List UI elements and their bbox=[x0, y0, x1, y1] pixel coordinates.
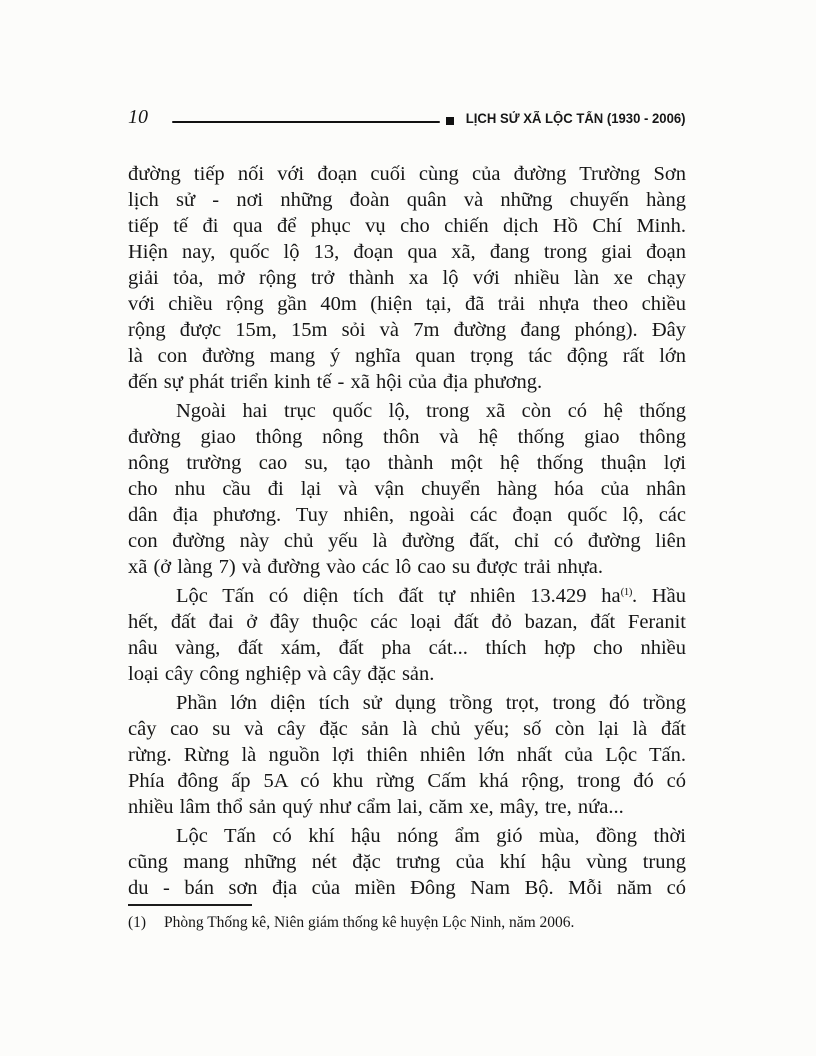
text-line: xã (ở làng 7) và đường vào các lô cao su được trải nhựa. bbox=[128, 556, 604, 578]
text-line: cây cao su và cây đặc sản là chủ yếu; số còn lại là đất bbox=[128, 718, 686, 740]
text-line: con đường này chủ yếu là đường đất, chỉ có đường liên bbox=[128, 530, 686, 552]
text-line: với chiều rộng gần 40m (hiện tại, đã trải nhựa theo chiều bbox=[128, 293, 686, 315]
text-line: tiếp tế đi qua để phục vụ cho chiến dịch Hồ Chí Minh. bbox=[128, 215, 686, 237]
text-line: giải tỏa, mở rộng trở thành xa lộ với nhiều làn xe chạy bbox=[128, 267, 686, 289]
text-line: đến sự phát triển kinh tế - xã hội của địa phương. bbox=[128, 371, 543, 393]
text-line: hết, đất đai ở đây thuộc các loại đất đỏ bazan, đất Feranit bbox=[128, 611, 686, 633]
header-rule bbox=[172, 121, 440, 124]
text-line: Hiện nay, quốc lộ 13, đoạn qua xã, đang trong giai đoạn bbox=[128, 241, 686, 263]
body-text bbox=[128, 161, 686, 904]
footnote-ref: (1) bbox=[620, 586, 632, 598]
text-line: Phía đông ấp 5A có khu rừng Cấm khá rộng, trong đó có bbox=[128, 770, 686, 792]
footnote bbox=[128, 913, 686, 933]
text-line: loại cây công nghiệp và cây đặc sản. bbox=[128, 663, 435, 685]
text-line: đường tiếp nối với đoạn cuối cùng của đường Trường Sơn bbox=[128, 163, 686, 185]
text-line: rộng được 15m, 15m sỏi và 7m đường đang phóng). Đây bbox=[128, 319, 686, 341]
text-line: cho nhu cầu đi lại và vận chuyển hàng hóa của nhân bbox=[128, 478, 686, 500]
text-line: nâu vàng, đất xám, đất pha cát... thích hợp cho nhiều bbox=[128, 637, 686, 659]
running-header-title: LỊCH SỬ XÃ LỘC TẤN (1930 - 2006) bbox=[466, 111, 686, 126]
text-line: rừng. Rừng là nguồn lợi thiên nhiên lớn nhất của Lộc Tấn. bbox=[128, 744, 686, 766]
footnote-area bbox=[128, 904, 686, 933]
text-line: đường giao thông nông thôn và hệ thống giao thông bbox=[128, 426, 686, 448]
text-line: Phần lớn diện tích sử dụng trồng trọt, trong đó trồng bbox=[176, 692, 686, 714]
paragraph bbox=[128, 161, 686, 395]
footnote-separator bbox=[128, 904, 252, 906]
text-line: dân địa phương. Tuy nhiên, ngoài các đoạn quốc lộ, các bbox=[128, 504, 686, 526]
paragraph bbox=[128, 823, 686, 901]
text-line: nhiều lâm thổ sản quý như cẩm lai, căm xe, mây, tre, nứa... bbox=[128, 796, 624, 818]
text-line: lịch sử - nơi những đoàn quân và những chuyến hàng bbox=[128, 189, 686, 211]
text-line: Ngoài hai trục quốc lộ, trong xã còn có hệ thống bbox=[176, 400, 686, 422]
text-line: Lộc Tấn có diện tích đất tự nhiên 13.429 $ha^{(1)}$. Hầu bbox=[176, 585, 686, 607]
paragraph bbox=[128, 690, 686, 820]
footnote-text: Phòng Thống kê, Niên giám thống kê huyện Lộc Ninh, năm 2006. bbox=[164, 914, 575, 931]
text-line: Lộc Tấn có khí hậu nóng ẩm gió mùa, đồng thời bbox=[176, 825, 686, 847]
text-line: là con đường mang ý nghĩa quan trọng tác động rất lớn bbox=[128, 345, 686, 367]
text-line: nông trường cao su, tạo thành một hệ thống thuận lợi bbox=[128, 452, 686, 474]
paragraph bbox=[128, 583, 686, 687]
text-line: du - bán sơn địa của miền Đông Nam Bộ. Mỗi năm có bbox=[128, 877, 686, 899]
square-bullet-icon bbox=[446, 117, 454, 125]
paragraph bbox=[128, 398, 686, 580]
page-number: 10 bbox=[128, 106, 148, 128]
running-header bbox=[128, 106, 686, 128]
footnote-marker: (1) bbox=[128, 914, 147, 931]
text-line: cũng mang những nét đặc trưng của khí hậu vùng trung bbox=[128, 851, 686, 873]
